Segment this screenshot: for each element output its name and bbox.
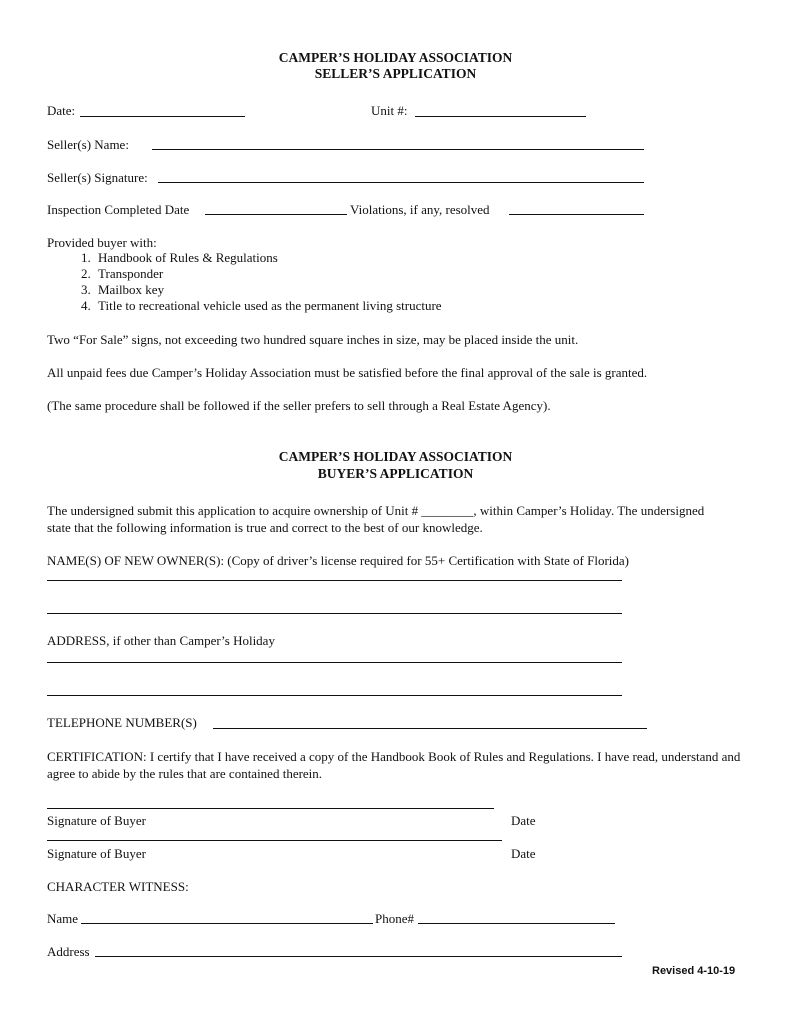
revised-date: Revised 4-10-19 [652, 965, 736, 977]
buyer-title-line-2: BUYER’S APPLICATION [317, 466, 474, 481]
date-label-1: Date [511, 813, 536, 828]
list-item: 2. Transponder [94, 266, 442, 282]
witness-phone-field[interactable] [418, 923, 615, 924]
unit-label: Unit #: [371, 103, 408, 118]
telephone-field[interactable] [213, 728, 647, 729]
address-field-2[interactable] [47, 695, 622, 696]
seller-title-line-1: CAMPER’S HOLIDAY ASSOCIATION [278, 50, 513, 65]
date-label-2: Date [511, 846, 536, 861]
violations-field[interactable] [509, 214, 644, 215]
date-field[interactable] [80, 116, 245, 117]
buyer-title-line-1: CAMPER’S HOLIDAY ASSOCIATION [278, 449, 513, 464]
buyer-signature-field-1[interactable] [47, 808, 494, 809]
new-owner-field-1[interactable] [47, 580, 622, 581]
seller-signature-label: Seller(s) Signature: [47, 170, 148, 185]
violations-label: Violations, if any, resolved [350, 202, 490, 217]
address-label: ADDRESS, if other than Camper’s Holiday [47, 633, 275, 648]
telephone-label: TELEPHONE NUMBER(S) [47, 715, 197, 730]
signature-of-buyer-label-2: Signature of Buyer [47, 846, 146, 861]
unpaid-fees-note: All unpaid fees due Camper’s Holiday Association must be satisfied before the final approval of the sale is granted. [47, 365, 648, 380]
seller-title-line-2: SELLER’S APPLICATION [314, 66, 477, 81]
witness-phone-label: Phone# [375, 911, 414, 926]
witness-address-field[interactable] [95, 956, 622, 957]
real-estate-agency-note: (The same procedure shall be followed if the seller prefers to sell through a Real Estate Agency). [47, 398, 551, 413]
for-sale-signs-note: Two “For Sale” signs, not exceeding two hundred square inches in size, may be placed inside the unit. [47, 332, 579, 347]
witness-name-field[interactable] [81, 923, 373, 924]
address-field-1[interactable] [47, 662, 622, 663]
unit-field[interactable] [415, 116, 586, 117]
witness-name-label: Name [47, 911, 79, 926]
seller-name-label: Seller(s) Name: [47, 137, 129, 152]
buyer-intro-paragraph: The undersigned submit this application to acquire ownership of Unit # ________, within Camper’s Holiday. The undersigned state that the following information is true and correct to the best of our knowledge. [47, 503, 705, 535]
date-label: Date: [47, 103, 76, 118]
new-owners-label: NAME(S) OF NEW OWNER(S): (Copy of driver’s license required for 55+ Certification with State of Florida) [47, 553, 629, 568]
seller-name-field[interactable] [152, 149, 644, 150]
certification-paragraph: CERTIFICATION: I certify that I have received a copy of the Handbook Book of Rules and Regulations. I have read, understand and agree to abide by the rules that are contained therein. [47, 749, 741, 781]
seller-signature-field[interactable] [158, 182, 644, 183]
signature-of-buyer-label-1: Signature of Buyer [47, 813, 146, 828]
list-item: 4. Title to recreational vehicle used as the permanent living structure [94, 298, 442, 314]
list-item: 1. Handbook of Rules & Regulations [94, 250, 442, 266]
inspection-date-field[interactable] [205, 214, 347, 215]
new-owner-field-2[interactable] [47, 613, 622, 614]
inspection-date-label: Inspection Completed Date [47, 202, 190, 217]
provided-items-list [72, 250, 442, 314]
list-item: 3. Mailbox key [94, 282, 442, 298]
character-witness-label: CHARACTER WITNESS: [47, 879, 189, 894]
buyer-signature-field-2[interactable] [47, 840, 502, 841]
provided-buyer-label: Provided buyer with: [47, 235, 157, 250]
witness-address-label: Address [47, 944, 90, 959]
